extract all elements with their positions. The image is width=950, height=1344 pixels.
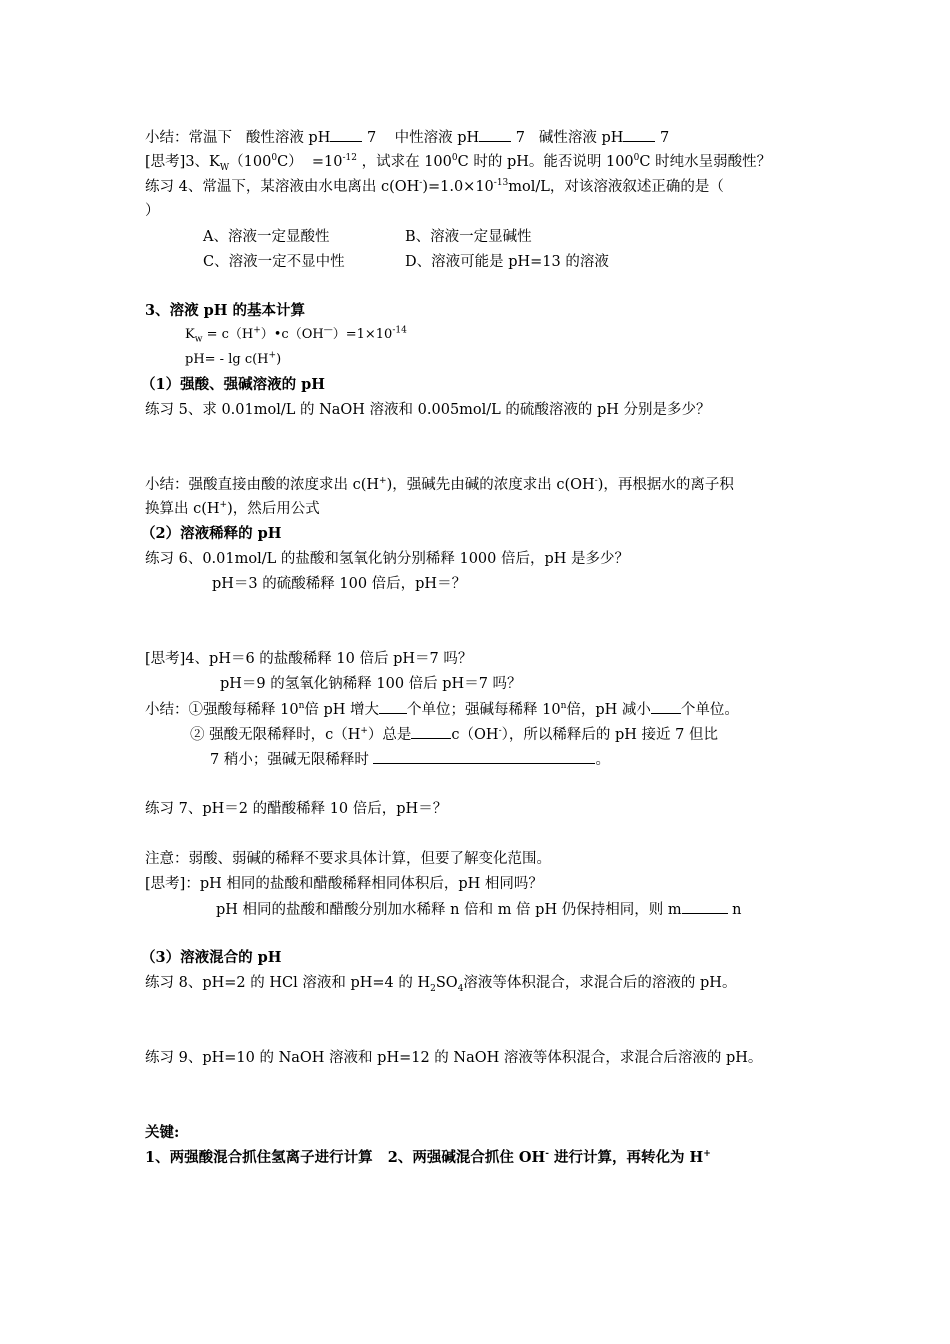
exercise-4: 练习 4、常温下，某溶液由水电离出 $c(OH^-)=1.0\times 10^{-13}mol/L$，对该溶液叙述正确的是（	[145, 178, 724, 195]
summary-2: 小结：强酸直接由酸的浓度求出 c(H+)，强碱先由碱的浓度求出 c(OH-)，再根据水的离子积	[145, 476, 734, 493]
blank	[479, 127, 511, 142]
subheading-3: （3）溶液混合的 pH	[141, 949, 282, 966]
think-5-b: pH 相同的盐酸和醋酸分别加水稀释 n 倍和 m 倍 pH 仍保持相同，则 m n	[216, 899, 742, 920]
ph-formula: pH= - lg c(H+)	[185, 350, 282, 367]
note: 注意：弱酸、弱碱的稀释不要求具体计算，但要了解变化范围。	[145, 851, 551, 867]
exercise-4-cont: ）	[145, 203, 160, 219]
exercise-9: 练习 9、pH=10 的 NaOH 溶液和 pH=12 的 NaOH 溶液等体积混合，求混合后溶液的 pH。	[145, 1050, 763, 1066]
option-c: C、溶液一定不显中性	[203, 254, 345, 270]
exercise-5: 练习 5、求 0.01mol/L 的 NaOH 溶液和 0.005mol/L 的硫酸溶液的 pH 分别是多少？	[145, 402, 711, 418]
subheading-2: （2）溶液稀释的 pH	[141, 525, 282, 542]
think-3: [思考]3、$K_W(100^0C) =10^{-12}$ ，试求在 $100^0C$ 时的 pH。能否说明 $100^0C$ 时纯水呈弱酸性？	[145, 153, 772, 173]
summary-3-b: ② 强酸无限稀释时，c（H+）总是 c（OH-），所以稀释后的 pH 接近 7 但比	[190, 724, 718, 745]
think-4-b: pH＝9 的氢氧化钠稀释 100 倍后 pH＝7 吗？	[220, 676, 522, 692]
section-heading-3: 3、溶液 pH 的基本计算	[145, 302, 306, 319]
kw-formula: $K_w$ = $c(H^+)•c(OH^—)=1\times 10^{-14}$	[185, 325, 407, 345]
blank	[379, 699, 407, 714]
key-heading: 关键:	[145, 1124, 180, 1141]
blank	[651, 699, 681, 714]
think-5: [思考]：pH 相同的盐酸和醋酸稀释相同体积后，pH 相同吗？	[145, 876, 543, 892]
blank	[373, 749, 595, 764]
option-d: D、溶液可能是 pH=13 的溶液	[405, 254, 609, 270]
subheading-1: （1）强酸、强碱溶液的 pH	[141, 376, 325, 393]
think-4: [思考]4、pH＝6 的盐酸稀释 10 倍后 pH＝7 吗？	[145, 651, 473, 667]
summary-3: 小结：①强酸每稀释 10$^n$倍 pH 增大 个单位；强碱每稀释 10$^n$倍，pH 减小 个单位。	[145, 699, 739, 720]
blank	[623, 127, 655, 142]
summary-line-1: 小结：常温下 酸性溶液 pH 7 中性溶液 pH 7 碱性溶液 pH 7	[145, 127, 669, 148]
exercise-6-b: pH＝3 的硫酸稀释 100 倍后，pH＝？	[212, 576, 467, 592]
summary-2-cont: 换算出 c(H+)，然后用公式	[145, 500, 320, 517]
exercise-6: 练习 6、0.01mol/L 的盐酸和氢氧化钠分别稀释 1000 倍后，pH 是多少？	[145, 551, 630, 567]
option-b: B、溶液一定显碱性	[405, 229, 532, 245]
key-points: 1、两强酸混合抓住氢离子进行计算 2、两强碱混合抓住 OH- 进行计算，再转化为 H+	[145, 1149, 711, 1166]
exercise-8: 练习 8、pH=2 的 HCl 溶液和 pH=4 的 $H_2SO_4$溶液等体积混合，求混合后的溶液的 pH。	[145, 975, 737, 994]
blank	[682, 899, 728, 914]
blank	[411, 724, 451, 739]
summary-3-c: 7 稍小；强碱无限稀释时 。	[210, 749, 610, 770]
exercise-7: 练习 7、pH＝2 的醋酸稀释 10 倍后，pH＝？	[145, 801, 448, 817]
blank	[330, 127, 362, 142]
option-a: A、溶液一定显酸性	[203, 229, 330, 245]
